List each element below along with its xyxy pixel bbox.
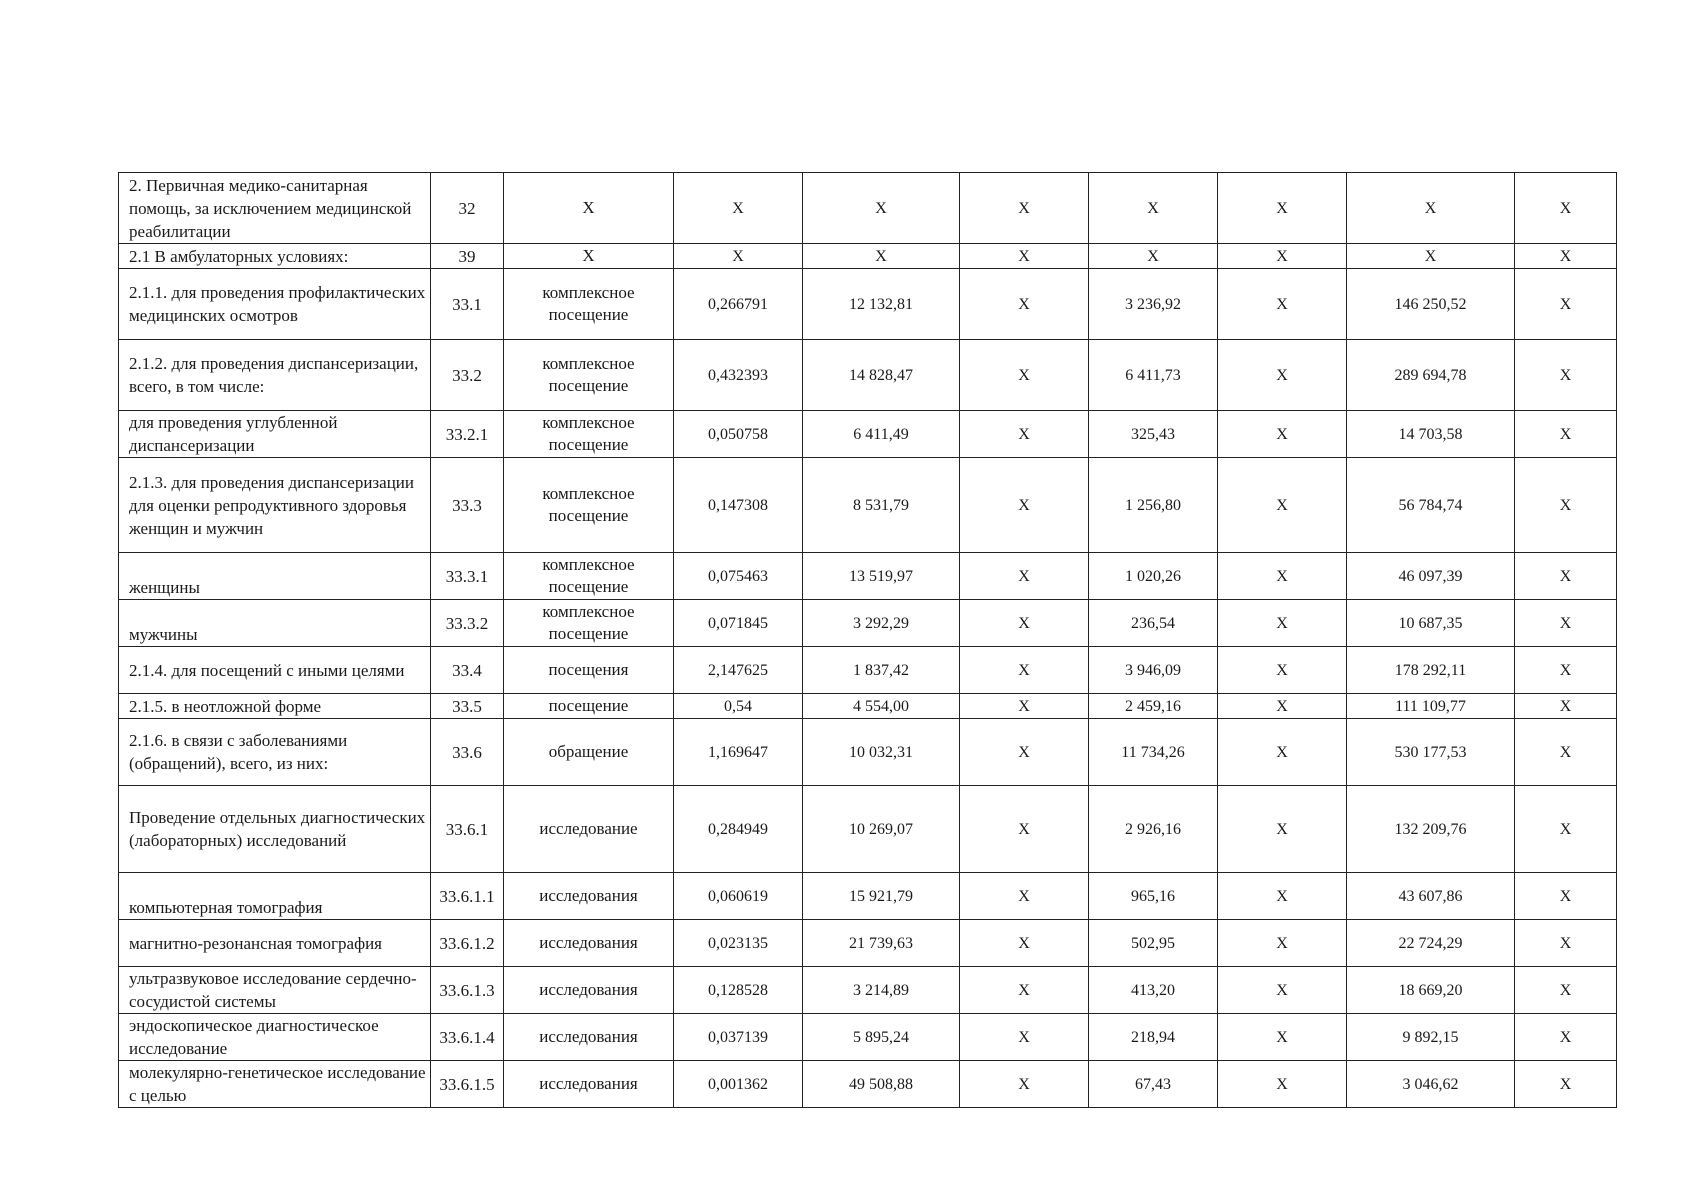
table-row bbox=[119, 173, 1617, 244]
row-name-cell: магнитно-резонансная томография bbox=[119, 920, 431, 967]
row-value-4-cell: 413,20 bbox=[1089, 967, 1218, 1014]
row-value-4-cell: 67,43 bbox=[1089, 1061, 1218, 1108]
table-row bbox=[119, 719, 1617, 786]
row-name-cell: 2.1.6. в связи с заболеваниями (обращений), всего, из них: bbox=[119, 719, 431, 786]
row-value-1-cell: 0,54 bbox=[674, 694, 803, 719]
row-code-cell: 39 bbox=[431, 244, 504, 269]
row-value-3-cell: X bbox=[960, 694, 1089, 719]
row-value-5-cell: X bbox=[1218, 920, 1347, 967]
row-value-3-cell: X bbox=[960, 269, 1089, 340]
row-value-2-cell: X bbox=[803, 244, 960, 269]
row-value-3-cell: X bbox=[960, 244, 1089, 269]
row-name-cell: 2. Первичная медико-санитарная помощь, за исключением медицинской реабилитации bbox=[119, 173, 431, 244]
row-value-3-cell: X bbox=[960, 553, 1089, 600]
row-value-6-cell: 46 097,39 bbox=[1347, 553, 1515, 600]
row-value-3-cell: X bbox=[960, 786, 1089, 873]
row-value-5-cell: X bbox=[1218, 173, 1347, 244]
table-row bbox=[119, 786, 1617, 873]
row-value-7-cell: X bbox=[1515, 173, 1617, 244]
row-value-7-cell: X bbox=[1515, 647, 1617, 694]
row-value-6-cell: 9 892,15 bbox=[1347, 1014, 1515, 1061]
row-value-1-cell: 2,147625 bbox=[674, 647, 803, 694]
row-name-cell: ультразвуковое исследование сердечно-сосудистой системы bbox=[119, 967, 431, 1014]
row-code-cell: 33.6.1.5 bbox=[431, 1061, 504, 1108]
row-unit-cell: обращение bbox=[504, 719, 674, 786]
row-code-cell: 33.3.1 bbox=[431, 553, 504, 600]
row-unit-cell: комплексное посещение bbox=[504, 411, 674, 458]
row-value-4-cell: 502,95 bbox=[1089, 920, 1218, 967]
row-name-cell: мужчины bbox=[119, 600, 431, 647]
row-name-cell: эндоскопическое диагностическое исследование bbox=[119, 1014, 431, 1061]
row-code-cell: 33.6.1 bbox=[431, 786, 504, 873]
table-row bbox=[119, 411, 1617, 458]
row-value-3-cell: X bbox=[960, 873, 1089, 920]
row-value-5-cell: X bbox=[1218, 269, 1347, 340]
row-name-cell: Проведение отдельных диагностических (лабораторных) исследований bbox=[119, 786, 431, 873]
row-value-5-cell: X bbox=[1218, 1061, 1347, 1108]
row-value-1-cell: 0,284949 bbox=[674, 786, 803, 873]
row-value-5-cell: X bbox=[1218, 647, 1347, 694]
row-value-2-cell: 8 531,79 bbox=[803, 458, 960, 553]
row-code-cell: 33.4 bbox=[431, 647, 504, 694]
table-row bbox=[119, 269, 1617, 340]
row-value-1-cell: 0,266791 bbox=[674, 269, 803, 340]
row-value-1-cell: 0,432393 bbox=[674, 340, 803, 411]
row-value-5-cell: X bbox=[1218, 340, 1347, 411]
row-value-6-cell: 3 046,62 bbox=[1347, 1061, 1515, 1108]
table-row bbox=[119, 553, 1617, 600]
row-value-5-cell: X bbox=[1218, 786, 1347, 873]
row-value-6-cell: X bbox=[1347, 173, 1515, 244]
row-unit-cell: комплексное посещение bbox=[504, 600, 674, 647]
row-value-4-cell: 3 946,09 bbox=[1089, 647, 1218, 694]
tariff-table bbox=[118, 172, 1617, 1108]
row-value-5-cell: X bbox=[1218, 719, 1347, 786]
table-row bbox=[119, 1014, 1617, 1061]
row-value-6-cell: 178 292,11 bbox=[1347, 647, 1515, 694]
row-value-2-cell: 14 828,47 bbox=[803, 340, 960, 411]
row-value-1-cell: X bbox=[674, 244, 803, 269]
row-value-7-cell: X bbox=[1515, 719, 1617, 786]
row-code-cell: 33.3.2 bbox=[431, 600, 504, 647]
row-value-3-cell: X bbox=[960, 920, 1089, 967]
row-value-5-cell: X bbox=[1218, 694, 1347, 719]
row-value-6-cell: 14 703,58 bbox=[1347, 411, 1515, 458]
row-value-2-cell: 13 519,97 bbox=[803, 553, 960, 600]
table-row bbox=[119, 647, 1617, 694]
row-value-5-cell: X bbox=[1218, 600, 1347, 647]
row-value-1-cell: 0,071845 bbox=[674, 600, 803, 647]
row-value-6-cell: 43 607,86 bbox=[1347, 873, 1515, 920]
row-value-6-cell: 132 209,76 bbox=[1347, 786, 1515, 873]
row-code-cell: 33.6.1.4 bbox=[431, 1014, 504, 1061]
row-value-3-cell: X bbox=[960, 967, 1089, 1014]
table-row bbox=[119, 920, 1617, 967]
table-body bbox=[119, 173, 1617, 1108]
row-value-4-cell: X bbox=[1089, 244, 1218, 269]
row-unit-cell: посещение bbox=[504, 694, 674, 719]
row-value-1-cell: 0,050758 bbox=[674, 411, 803, 458]
row-value-3-cell: X bbox=[960, 173, 1089, 244]
row-value-4-cell: X bbox=[1089, 173, 1218, 244]
row-unit-cell: исследование bbox=[504, 786, 674, 873]
row-value-7-cell: X bbox=[1515, 458, 1617, 553]
row-value-7-cell: X bbox=[1515, 411, 1617, 458]
row-value-3-cell: X bbox=[960, 1061, 1089, 1108]
row-unit-cell: посещения bbox=[504, 647, 674, 694]
row-value-2-cell: 15 921,79 bbox=[803, 873, 960, 920]
row-name-cell: женщины bbox=[119, 553, 431, 600]
row-value-7-cell: X bbox=[1515, 1014, 1617, 1061]
row-value-3-cell: X bbox=[960, 458, 1089, 553]
row-value-4-cell: 1 020,26 bbox=[1089, 553, 1218, 600]
row-value-1-cell: 0,001362 bbox=[674, 1061, 803, 1108]
row-value-1-cell: 0,023135 bbox=[674, 920, 803, 967]
row-value-1-cell: 0,037139 bbox=[674, 1014, 803, 1061]
row-unit-cell: исследования bbox=[504, 1014, 674, 1061]
table-row bbox=[119, 1061, 1617, 1108]
row-value-5-cell: X bbox=[1218, 458, 1347, 553]
row-name-cell: 2.1.4. для посещений с иными целями bbox=[119, 647, 431, 694]
row-value-1-cell: 0,128528 bbox=[674, 967, 803, 1014]
row-name-cell: компьютерная томография bbox=[119, 873, 431, 920]
row-value-6-cell: 18 669,20 bbox=[1347, 967, 1515, 1014]
row-value-7-cell: X bbox=[1515, 600, 1617, 647]
row-value-2-cell: 1 837,42 bbox=[803, 647, 960, 694]
row-name-cell: 2.1.5. в неотложной форме bbox=[119, 694, 431, 719]
row-value-2-cell: X bbox=[803, 173, 960, 244]
row-unit-cell: комплексное посещение bbox=[504, 269, 674, 340]
row-unit-cell: X bbox=[504, 173, 674, 244]
table-row bbox=[119, 600, 1617, 647]
row-value-7-cell: X bbox=[1515, 873, 1617, 920]
row-value-1-cell: 1,169647 bbox=[674, 719, 803, 786]
row-value-4-cell: 2 926,16 bbox=[1089, 786, 1218, 873]
row-value-2-cell: 3 214,89 bbox=[803, 967, 960, 1014]
row-name-cell: 2.1.3. для проведения диспансеризации для оценки репродуктивного здоровья женщин и мужчин bbox=[119, 458, 431, 553]
row-code-cell: 33.6 bbox=[431, 719, 504, 786]
row-value-7-cell: X bbox=[1515, 920, 1617, 967]
row-code-cell: 33.6.1.3 bbox=[431, 967, 504, 1014]
row-code-cell: 33.5 bbox=[431, 694, 504, 719]
row-code-cell: 33.2.1 bbox=[431, 411, 504, 458]
row-value-2-cell: 5 895,24 bbox=[803, 1014, 960, 1061]
row-value-7-cell: X bbox=[1515, 967, 1617, 1014]
row-value-4-cell: 325,43 bbox=[1089, 411, 1218, 458]
row-unit-cell: исследования bbox=[504, 1061, 674, 1108]
row-code-cell: 33.6.1.2 bbox=[431, 920, 504, 967]
row-value-7-cell: X bbox=[1515, 694, 1617, 719]
row-code-cell: 33.3 bbox=[431, 458, 504, 553]
row-value-4-cell: 3 236,92 bbox=[1089, 269, 1218, 340]
row-value-6-cell: 146 250,52 bbox=[1347, 269, 1515, 340]
row-unit-cell: комплексное посещение bbox=[504, 458, 674, 553]
row-value-7-cell: X bbox=[1515, 786, 1617, 873]
row-value-7-cell: X bbox=[1515, 244, 1617, 269]
row-value-6-cell: 10 687,35 bbox=[1347, 600, 1515, 647]
table-row bbox=[119, 694, 1617, 719]
row-value-5-cell: X bbox=[1218, 1014, 1347, 1061]
row-value-3-cell: X bbox=[960, 600, 1089, 647]
row-value-6-cell: 22 724,29 bbox=[1347, 920, 1515, 967]
row-value-4-cell: 11 734,26 bbox=[1089, 719, 1218, 786]
row-code-cell: 32 bbox=[431, 173, 504, 244]
row-value-5-cell: X bbox=[1218, 873, 1347, 920]
row-value-7-cell: X bbox=[1515, 269, 1617, 340]
row-value-7-cell: X bbox=[1515, 553, 1617, 600]
row-value-2-cell: 21 739,63 bbox=[803, 920, 960, 967]
row-unit-cell: X bbox=[504, 244, 674, 269]
row-name-cell: 2.1 В амбулаторных условиях: bbox=[119, 244, 431, 269]
row-value-3-cell: X bbox=[960, 647, 1089, 694]
row-value-3-cell: X bbox=[960, 719, 1089, 786]
row-value-3-cell: X bbox=[960, 340, 1089, 411]
row-value-6-cell: 289 694,78 bbox=[1347, 340, 1515, 411]
row-value-1-cell: 0,060619 bbox=[674, 873, 803, 920]
row-value-5-cell: X bbox=[1218, 411, 1347, 458]
row-value-2-cell: 10 269,07 bbox=[803, 786, 960, 873]
row-unit-cell: исследования bbox=[504, 920, 674, 967]
row-code-cell: 33.2 bbox=[431, 340, 504, 411]
row-value-6-cell: 111 109,77 bbox=[1347, 694, 1515, 719]
row-value-1-cell: 0,147308 bbox=[674, 458, 803, 553]
row-name-cell: 2.1.1. для проведения профилактических медицинских осмотров bbox=[119, 269, 431, 340]
table-row bbox=[119, 967, 1617, 1014]
row-value-4-cell: 2 459,16 bbox=[1089, 694, 1218, 719]
table-row bbox=[119, 458, 1617, 553]
row-value-4-cell: 965,16 bbox=[1089, 873, 1218, 920]
row-value-3-cell: X bbox=[960, 411, 1089, 458]
row-code-cell: 33.1 bbox=[431, 269, 504, 340]
row-value-2-cell: 6 411,49 bbox=[803, 411, 960, 458]
table-row bbox=[119, 340, 1617, 411]
row-unit-cell: комплексное посещение bbox=[504, 553, 674, 600]
row-value-4-cell: 218,94 bbox=[1089, 1014, 1218, 1061]
row-value-5-cell: X bbox=[1218, 244, 1347, 269]
row-value-2-cell: 3 292,29 bbox=[803, 600, 960, 647]
row-value-2-cell: 4 554,00 bbox=[803, 694, 960, 719]
table-row bbox=[119, 873, 1617, 920]
row-unit-cell: исследования bbox=[504, 967, 674, 1014]
row-name-cell: молекулярно-генетическое исследование с целью bbox=[119, 1061, 431, 1108]
row-value-6-cell: 56 784,74 bbox=[1347, 458, 1515, 553]
row-value-7-cell: X bbox=[1515, 1061, 1617, 1108]
row-value-3-cell: X bbox=[960, 1014, 1089, 1061]
row-value-6-cell: X bbox=[1347, 244, 1515, 269]
row-code-cell: 33.6.1.1 bbox=[431, 873, 504, 920]
row-value-5-cell: X bbox=[1218, 553, 1347, 600]
row-name-cell: для проведения углубленной диспансеризации bbox=[119, 411, 431, 458]
row-value-5-cell: X bbox=[1218, 967, 1347, 1014]
row-value-4-cell: 1 256,80 bbox=[1089, 458, 1218, 553]
row-value-2-cell: 12 132,81 bbox=[803, 269, 960, 340]
row-value-4-cell: 6 411,73 bbox=[1089, 340, 1218, 411]
row-unit-cell: исследования bbox=[504, 873, 674, 920]
row-value-1-cell: X bbox=[674, 173, 803, 244]
row-name-cell: 2.1.2. для проведения диспансеризации, всего, в том числе: bbox=[119, 340, 431, 411]
row-value-2-cell: 49 508,88 bbox=[803, 1061, 960, 1108]
row-value-7-cell: X bbox=[1515, 340, 1617, 411]
row-value-6-cell: 530 177,53 bbox=[1347, 719, 1515, 786]
row-unit-cell: комплексное посещение bbox=[504, 340, 674, 411]
row-value-2-cell: 10 032,31 bbox=[803, 719, 960, 786]
table-row bbox=[119, 244, 1617, 269]
row-value-4-cell: 236,54 bbox=[1089, 600, 1218, 647]
row-value-1-cell: 0,075463 bbox=[674, 553, 803, 600]
